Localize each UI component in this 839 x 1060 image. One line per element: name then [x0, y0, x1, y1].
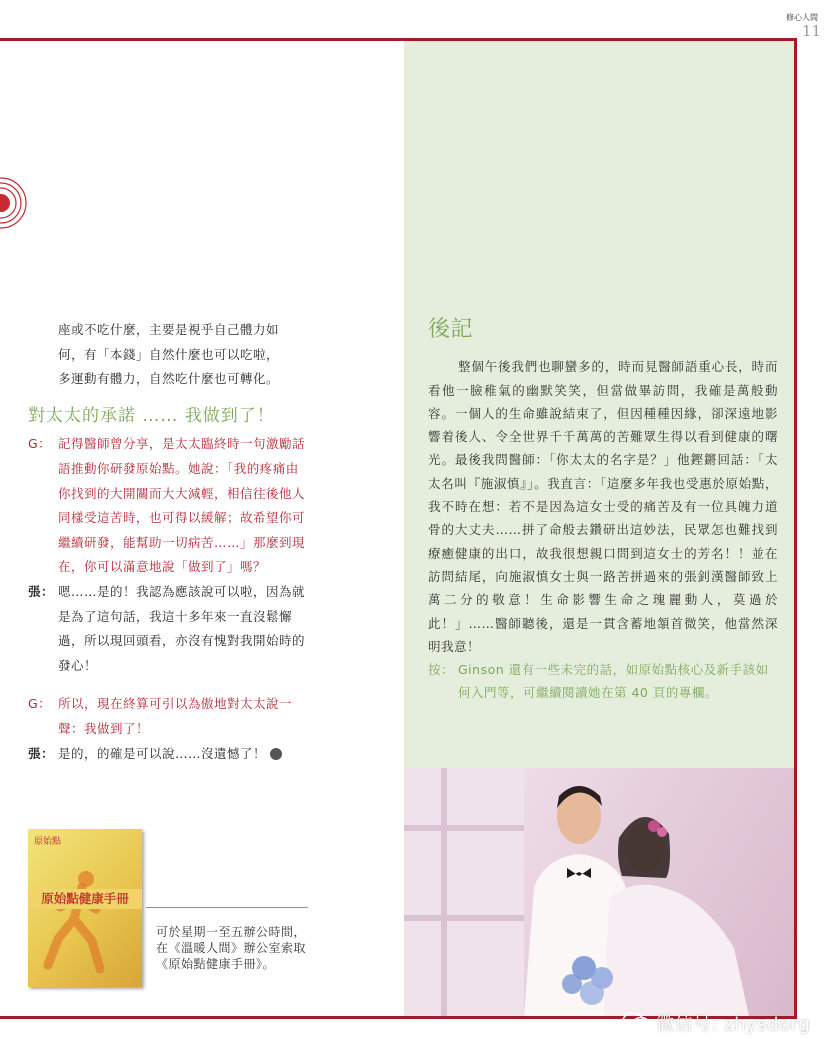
right-rule — [794, 38, 797, 1018]
book-caption: 可於星期一至五辦公時間，在《溫暖人間》辦公室索取《原始點健康手冊》。 — [156, 925, 307, 971]
speaker-label: G： — [28, 436, 52, 452]
postscript-body: 整個午後我們也聊蠻多的，時而見醫師語重心長，時而看他一臉稚氣的幽默笑笑，但當做畢訪問，我確是萬般動容。一個人的生命雖說結束了，但因種種因緣，卻深遠地影響着後人、令全世界千千萬萬的苦難眾生得以看到健康的曙光。最後我問醫師：「你太太的名字是？」他鏗鏘回話：「太太名叫『施淑慎』」。我直言：「這麼多年我也受惠於原始點，我不時在想：若不是因為這女士受的痛苦及有一位具魄力道骨的大丈夫……拼了命般去鑽研出這妙法，民眾怎也難找到療癒健康的出口，故我很想親口問到這女士的芳名！！並在訪問結尾，向施淑慎女士與一路苦拼過來的張釗漢醫師致上萬二分的敬意！生命影響生命之瑰麗動人，莫過於此！」……醫師聽後，還是一貫含蓄地頷首微笑，他當然深明我意！ — [428, 359, 778, 654]
dialogue-text: 記得醫師曾分享，是太太臨終時一句激勵話語推動你研發原始點。她說：「我的疼痛由你找到的大開關而大大減輕，相信往後他人同樣受這苦時，也可得以緩解；故希望你可繼續研發，能幫助一切病苦……」那麼到現在，你可以滿意地說「做到了」嗎？ — [58, 436, 306, 575]
dialogue-text: 是的，的確是可以說……沒遺憾了！ — [58, 745, 267, 761]
dialogue-entry — [28, 742, 310, 767]
book-title: 原始點健康手冊 — [28, 889, 142, 909]
wedding-photo — [404, 768, 794, 1016]
intro-line: 何，有「本錢」自然什麼也可以吃啦， — [58, 346, 280, 362]
runner-figure-icon — [38, 869, 118, 979]
dialogue-text: 所以，現在終算可引以為傲地對太太說一聲：我做到了！ — [58, 696, 293, 736]
postscript-title: 後記 — [428, 317, 474, 342]
dialogue-text: 嗯……是的！我認為應該說可以啦，因為就是為了這句話，我這十多年來一直沒鬆懈過，所以現回頭看，亦沒有愧對我開始時的發心！ — [58, 583, 306, 673]
note-text: Ginson 還有一些未完的話，如原始點核心及新手該如何入門等，可繼續閱讀她在第 40 頁的專欄。 — [458, 662, 769, 701]
dialogue-entry — [28, 692, 310, 741]
watermark-text: 微信号: zhysdorg — [656, 1014, 811, 1035]
handbook-cover-image — [28, 829, 142, 987]
wechat-icon — [622, 1012, 650, 1032]
target-ornament-icon — [0, 176, 28, 230]
speaker-label: 張： — [28, 745, 55, 761]
postscript-column — [428, 318, 778, 705]
note-label: 按： — [428, 662, 455, 678]
dialogue-entry — [28, 432, 310, 580]
speaker-label: 張： — [28, 583, 55, 599]
caption-rule — [146, 907, 308, 908]
speaker-label: G： — [28, 696, 52, 712]
editor-note — [428, 658, 778, 705]
intro-line: 座或不吃什麼，主要是視乎自己體力如 — [58, 322, 280, 337]
left-column — [28, 318, 310, 766]
section-title: 對太太的承諾 …… 我做到了！ — [28, 405, 275, 426]
page-number: 11 — [802, 22, 822, 40]
wedding-photo-illustration — [404, 768, 794, 1016]
running-head: 修心人間 — [786, 13, 818, 22]
end-mark-icon — [270, 748, 282, 760]
book-logo: 原始點 — [34, 837, 62, 847]
dialogue-entry — [28, 580, 310, 678]
intro-line: 多運動有體力，自然吃什麼也可轉化。 — [58, 371, 280, 387]
